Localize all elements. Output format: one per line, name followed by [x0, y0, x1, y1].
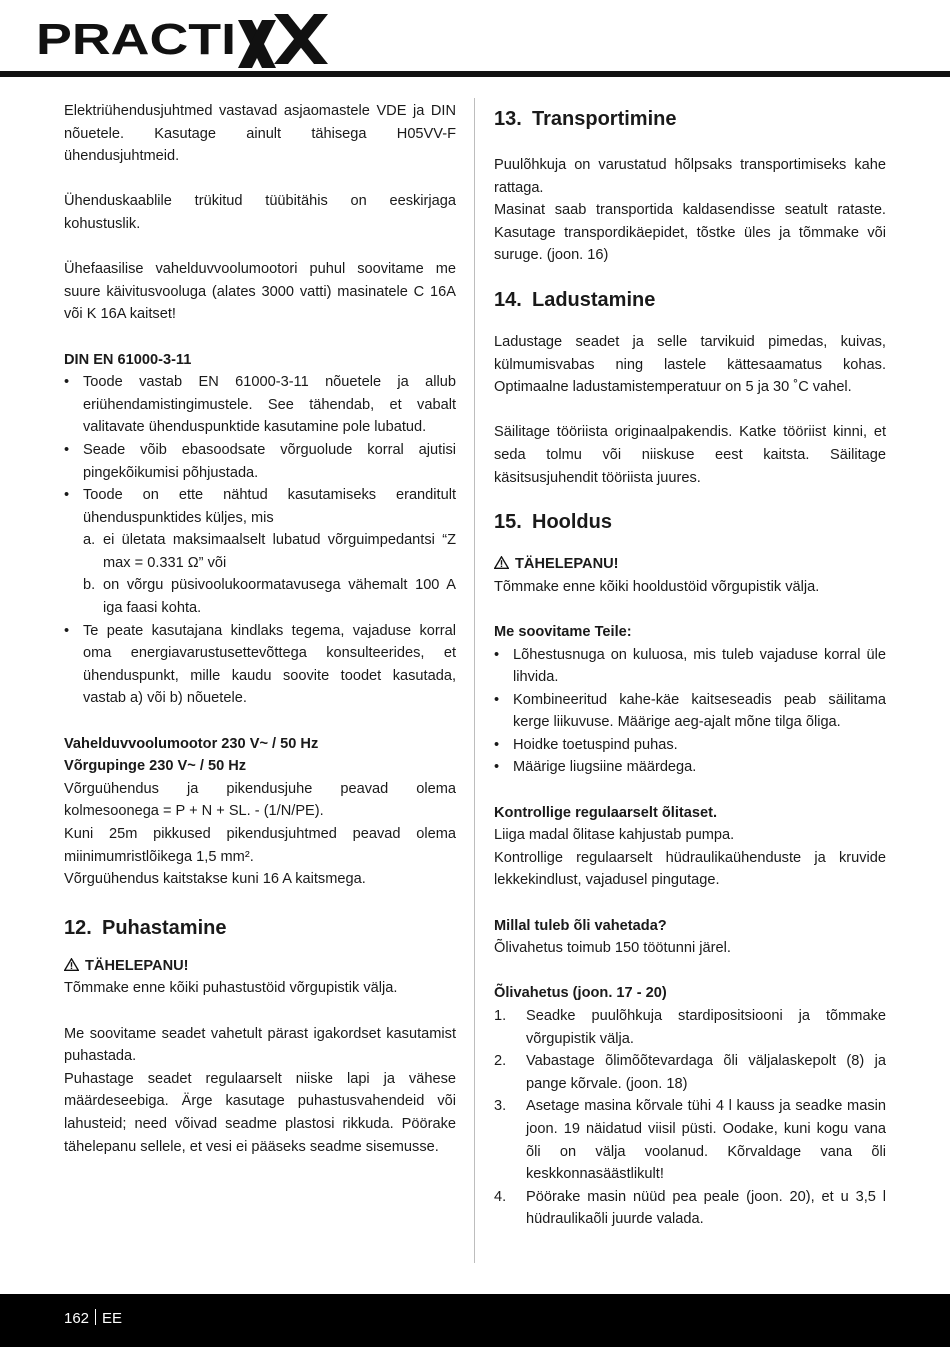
- step-number: 1.: [494, 1008, 507, 1024]
- section-title: Ladustamine: [532, 288, 656, 311]
- recommend-list: [494, 644, 886, 780]
- step-number: 3.: [494, 1098, 507, 1115]
- warning-text: TÄHELEPANU!: [515, 556, 619, 573]
- recommend-heading: Me soovitame Teile:: [494, 623, 632, 640]
- sub-item-text: ei ületata maksimaalselt lubatud võrguimpedantsi “Z max = 0.331 Ω” või: [103, 532, 456, 571]
- oil-when-heading: Millal tuleb õli vahetada?: [494, 917, 667, 934]
- paragraph: Võrguühendus kaitstakse kuni 16 A kaitsmega.: [64, 871, 366, 888]
- paragraph: Puhastage seadet regulaarselt niiske lapi ja vähese määrdeseebiga. Ärge kasutage puhastusvahendeid või lahusteid; need võivad seadme plastosi rikkuda. Pöörake tähelepanu sellele, et vesi ei pääseks seadme sisemusse.: [64, 1070, 456, 1155]
- section-number: 15.: [494, 511, 522, 534]
- step-text: Seadke puulõhkuja stardipositsiooni ja tõmmake võrgupistik välja.: [526, 1008, 886, 1047]
- section-number: 14.: [494, 288, 522, 311]
- list-item-text: Toode on ette nähtud kasutamiseks eranditult ühenduspunktides küljes, mis: [83, 487, 456, 526]
- step-item: [494, 1005, 886, 1050]
- paragraph: Ühenduskaablile trükitud tüübitähis on eeskirjaga kohustuslik.: [64, 193, 456, 232]
- header-rule: [0, 71, 950, 77]
- page-number: 162: [64, 1310, 90, 1327]
- list-item: • Lõhestusnuga on kuluosa, mis tuleb vajaduse korral üle lihvida.: [494, 644, 886, 689]
- paragraph: Säilitage tööriista originaalpakendis. Katke tööriist kinni, et seda tolmu või niiskuse eest kaitsta. Säilitage käsitsusjuhendit tööriista juures.: [494, 424, 886, 486]
- step-text: Vabastage õlimõõtevardaga õli väljalaskepolt (8) ja pange kõrvale. (joon. 18): [526, 1053, 886, 1092]
- list-item: • Kombineeritud kahe-käe kaitseseadis peab säilitama kerge liikuvuse. Määrige aeg-ajalt mõne tilga õliga.: [494, 689, 886, 734]
- motor-spec: Vahelduvvoolumootor 230 V~ / 50 Hz: [64, 735, 319, 752]
- section-title: Transportimine: [532, 108, 677, 130]
- paragraph: Võrguühendus ja pikendusjuhe peavad olema kolmesoonega = P + N + SL. - (1/N/PE).: [64, 780, 456, 820]
- warning-label: [64, 955, 456, 978]
- warning-icon: [64, 958, 79, 971]
- paragraph: Tõmmake enne kõiki hooldustöid võrgupistik välja.: [494, 578, 820, 595]
- section-heading-12: [64, 913, 456, 943]
- sub-list-item: [83, 529, 456, 574]
- warning-text: TÄHELEPANU!: [85, 957, 189, 974]
- paragraph: Masinat saab transportida kaldasendisse seatult rataste. Kasutage transpordikäepidet, tõstke üles ja tõmmake või suruge. (joon. 16): [494, 202, 886, 264]
- paragraph: Me soovitame seadet vahetult pärast igakordset kasutamist puhastada.: [64, 1025, 456, 1065]
- paragraph: Elektriühendusjuhtmed vastavad asjaomastele VDE ja DIN nõuetele. Kasutage ainult tähisega H05VV-F ühendusjuhtmeid.: [64, 103, 456, 165]
- paragraph: Liiga madal õlitase kahjustab pumpa.: [494, 827, 735, 844]
- list-item: [64, 484, 456, 620]
- paragraph: Ühefaasilise vahelduvvoolumootori puhul soovitame me suure käivitusvooluga (alates 3000 vatti) masinatele C 16A või K 16A kaitset!: [64, 261, 456, 323]
- paragraph: Kontrollige regulaarselt hüdraulikaühenduste ja kruvide lekkekindlust, vajadusel pingutage.: [494, 849, 886, 889]
- section-number: 13.: [494, 108, 522, 130]
- list-item: • Te peate kasutajana kindlaks tegema, vajaduse korral oma energiavarustusettevõttega konsulteerides, et ühenduspunkt, mille kaudu soovite toodet kasutada, vastab a) või b) nõuetele.: [64, 620, 456, 710]
- section-heading-14: [494, 285, 886, 315]
- paragraph: Puulõhkuja on varustatud hõlpsaks transportimiseks kahe rattaga.: [494, 157, 886, 196]
- voltage-spec: Võrgupinge 230 V~ / 50 Hz: [64, 758, 247, 775]
- step-number: 4.: [494, 1188, 507, 1205]
- paragraph: Õlivahetus toimub 150 töötunni järel.: [494, 940, 731, 957]
- step-item: [494, 1186, 886, 1231]
- paragraph: Tõmmake enne kõiki puhastustöid võrgupistik välja.: [64, 980, 398, 997]
- paragraph: Kuni 25m pikkused pikendusjuhtmed peavad olema miinimumristlõikega 1,5 mm².: [64, 826, 456, 865]
- sub-list: [83, 529, 456, 619]
- step-item: [494, 1095, 886, 1185]
- step-text: Asetage masina kõrvale tühi 4 l kauss ja seadke masin joon. 19 näidatud viisil püsti. Oodake, kuni kogu vana õli on välja voolanud. Kõrvaldage vana õli keskkonnasäästlikult!: [526, 1098, 886, 1183]
- section-title: Hooldus: [532, 511, 612, 534]
- section-number: 12.: [64, 916, 92, 939]
- practixx-logo: [36, 10, 332, 70]
- svg-text:PRACTI: PRACTI: [36, 15, 236, 64]
- section-title: Puhastamine: [102, 916, 227, 939]
- step-item: [494, 1050, 886, 1095]
- list-item: • Määrige liugsiine määrdega.: [494, 756, 886, 779]
- column-divider: [474, 98, 475, 1263]
- footer-separator: [95, 1309, 96, 1325]
- sub-item-text: on võrgu püsivoolukoormatavusega vähemalt 100 A iga faasi kohta.: [103, 577, 456, 617]
- oil-change-heading: Õlivahetus (joon. 17 - 20): [494, 985, 667, 1002]
- sub-list-item: [83, 574, 456, 619]
- footer-page-info: [64, 1309, 122, 1329]
- footer-bar: [0, 1294, 950, 1347]
- oil-check-heading: Kontrollige regulaarselt õlitaset.: [494, 804, 718, 821]
- right-column: [494, 100, 886, 1231]
- step-text: Pöörake masin nüüd pea peale (joon. 20), et u 3,5 l hüdraulikaõli juurde valada.: [526, 1188, 886, 1228]
- sub-marker: a.: [83, 532, 96, 549]
- din-heading: DIN EN 61000-3-11: [64, 351, 192, 368]
- language-code: EE: [102, 1310, 123, 1327]
- oil-change-steps: [494, 1005, 886, 1231]
- list-item: • Seade võib ebasoodsate võrguolude korral ajutisi pingekõikumisi põhjustada.: [64, 439, 456, 484]
- list-item: • Hoidke toetuspind puhas.: [494, 734, 886, 757]
- section-heading-15: [494, 507, 886, 537]
- din-list: [64, 371, 456, 710]
- sub-marker: b.: [83, 577, 96, 594]
- step-number: 2.: [494, 1053, 507, 1070]
- paragraph: Ladustage seadet ja selle tarvikuid pimedas, kuivas, külmumisvabas ning lastele kättesaamatus kohas. Optimaalne ladustamistemperatuur on 5 ja 30 ˚C vahel.: [494, 333, 886, 396]
- section-heading-13: [494, 104, 886, 134]
- list-item: • Toode vastab EN 61000-3-11 nõuetele ja allub eriühendamistingimustele. See tähendab, et vabalt valitavate ühenduspunktide kasutamine pole lubatud.: [64, 371, 456, 439]
- warning-label: [494, 553, 886, 576]
- left-column: [64, 100, 456, 1158]
- warning-icon: [494, 556, 509, 569]
